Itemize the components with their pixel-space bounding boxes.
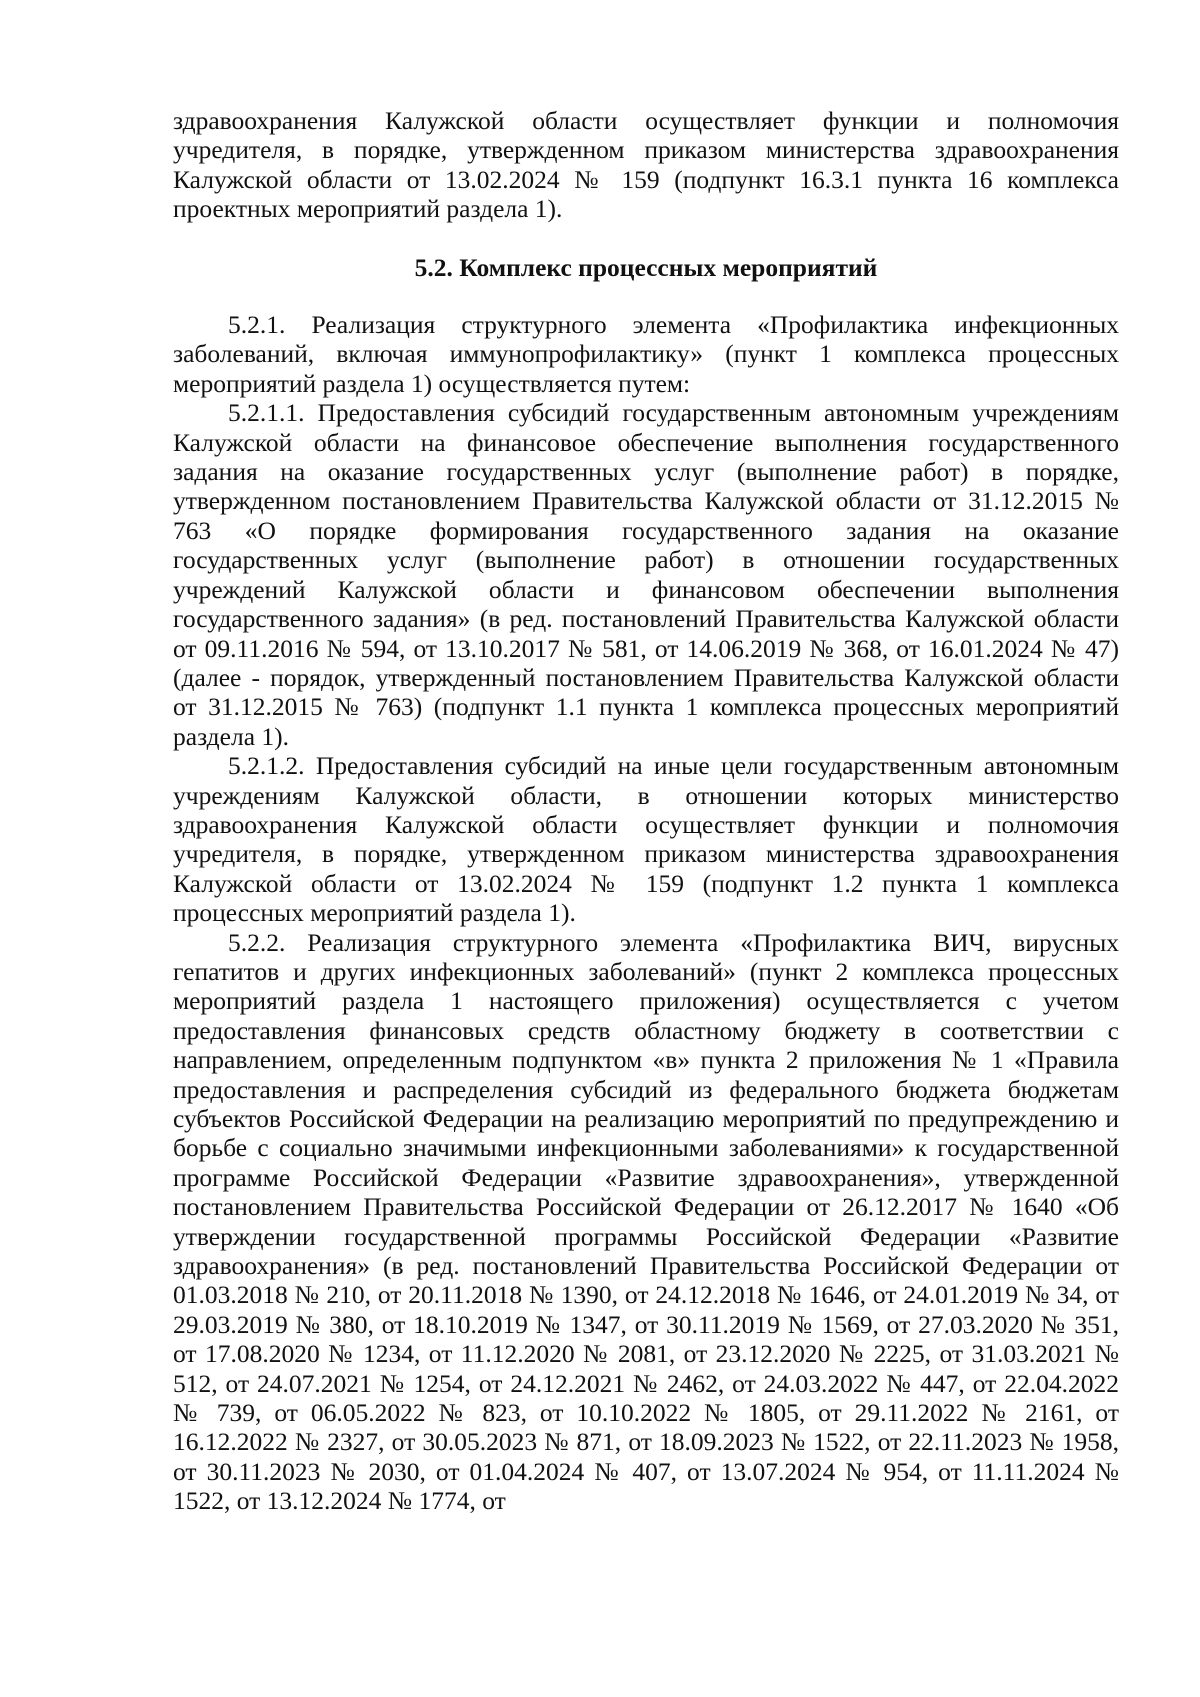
document-page xyxy=(173,106,1119,1516)
paragraph-5-2-2: 5.2.2. Реализация структурного элемента «Профилактика ВИЧ, вирусных гепатитов и других инфекционных заболеваний» (пункт 2 комплекса процессных мероприятий раздела 1 настоящего приложения) осуществляется с учетом предоставления финансовых средств областному бюджету в соответствии с направлением, определенным подпунктом «в» пункта 2 приложения № 1 «Правила предоставления и распределения субсидий из федерального бюджета бюджетам субъектов Российской Федерации на реализацию мероприятий по предупреждению и борьбе с социально значимыми инфекционными заболеваниями» к государственной программе Российской Федерации «Развитие здравоохранения», утвержденной постановлением Правительства Российской Федерации от 26.12.2017 № 1640 «Об утверждении государственной программы Российской Федерации «Развитие здравоохранения» (в ред. постановлений Правительства Российской Федерации от 01.03.2018 № 210, от 20.11.2018 № 1390, от 24.12.2018 № 1646, от 24.01.2019 № 34, от 29.03.2019 № 380, от 18.10.2019 № 1347, от 30.11.2019 № 1569, от 27.03.2020 № 351, от 17.08.2020 № 1234, от 11.12.2020 № 2081, от 23.12.2020 № 2225, от 31.03.2021 № 512, от 24.07.2021 № 1254, от 24.12.2021 № 2462, от 24.03.2022 № 447, от 22.04.2022 № 739, от 06.05.2022 № 823, от 10.10.2022 № 1805, от 29.11.2022 № 2161, от 16.12.2022 № 2327, от 30.05.2023 № 871, от 18.09.2023 № 1522, от 22.11.2023 № 1958, от 30.11.2023 № 2030, от 01.04.2024 № 407, от 13.07.2024 № 954, от 11.11.2024 № 1522, от 13.12.2024 № 1774, от xyxy=(173,927,1119,1516)
paragraph-5-2-1-1: 5.2.1.1. Предоставления субсидий государственным автономным учреждениям Калужской области на финансовое обеспечение выполнения государственного задания на оказание государственных услуг (выполнение работ) в порядке, утвержденном постановлением Правительства Калужской области от 31.12.2015 № 763 «О порядке формирования государственного задания на оказание государственных услуг (выполнение работ) в отношении государственных учреждений Калужской области и финансовом обеспечении выполнения государственного задания» (в ред. постановлений Правительства Калужской области от 09.11.2016 № 594, от 13.10.2017 № 581, от 14.06.2019 № 368, от 16.01.2024 № 47) (далее - порядок, утвержденный постановлением Правительства Калужской области от 31.12.2015 № 763) (подпункт 1.1 пункта 1 комплекса процессных мероприятий раздела 1). xyxy=(173,398,1119,751)
paragraph-5-2-1: 5.2.1. Реализация структурного элемента «Профилактика инфекционных заболеваний, включая иммунопрофилактику» (пункт 1 комплекса процессных мероприятий раздела 1) осуществляется путем: xyxy=(173,310,1119,398)
intro-paragraph: здравоохранения Калужской области осуществляет функции и полномочия учредителя, в порядке, утвержденном приказом министерства здравоохранения Калужской области от 13.02.2024 № 159 (подпункт 16.3.1 пункта 16 комплекса проектных мероприятий раздела 1). xyxy=(173,106,1119,224)
paragraph-5-2-1-2: 5.2.1.2. Предоставления субсидий на иные цели государственным автономным учреждениям Калужской области, в отношении которых министерство здравоохранения Калужской области осуществляет функции и полномочия учредителя, в порядке, утвержденном приказом министерства здравоохранения Калужской области от 13.02.2024 № 159 (подпункт 1.2 пункта 1 комплекса процессных мероприятий раздела 1). xyxy=(173,751,1119,928)
section-heading: 5.2. Комплекс процессных мероприятий xyxy=(414,252,878,282)
